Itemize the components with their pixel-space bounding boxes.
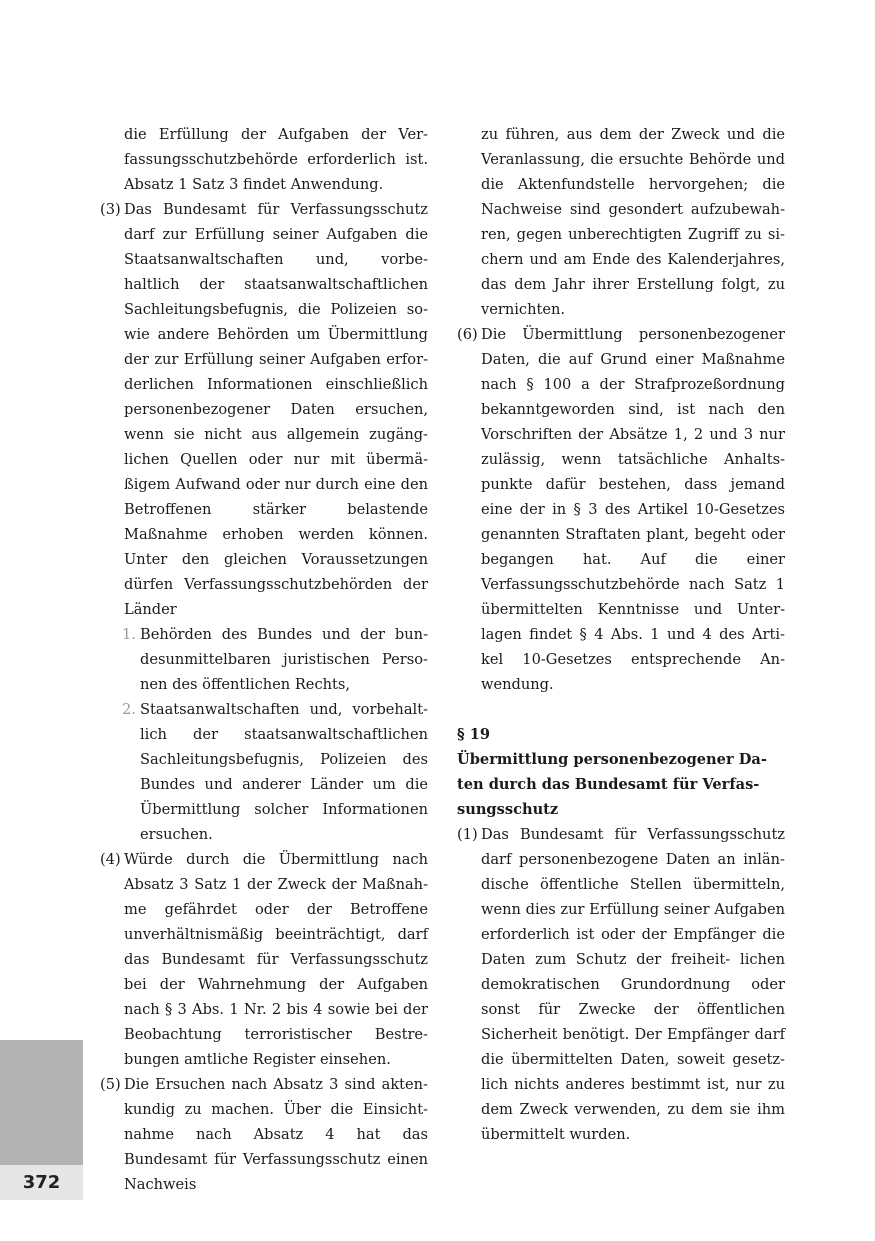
paragraph-text: Würde durch die Übermittlung nach Absatz 3 Satz 1 der Zweck der Maßnah- me gefährdet oder der Betroffene unverhältnismäßig beeinträchtigt, darf das Bundesamt für Verfassungsschutz bei der Wahrnehmung der Aufgaben nach § 3 Abs. 1 Nr. 2 bis 4 sowie bei der Beobachtung terroristischer Bestre- bungen amtliche Register einsehen. xyxy=(124,851,428,1068)
paragraph-number: (1) xyxy=(457,826,478,843)
section-title: Übermittlung personenbezogener Da- ten durch das Bundesamt für Verfas- sungsschutz xyxy=(457,751,767,818)
paragraph-continuation: die Erfüllung der Aufgaben der Ver- fassungsschutzbehörde erforderlich ist. Absatz 1 Satz 3 findet Anwendung. xyxy=(124,126,428,193)
page-number-box xyxy=(0,1165,83,1200)
paragraph-number: (6) xyxy=(457,326,478,343)
right-column xyxy=(457,122,785,1147)
list-item xyxy=(100,622,428,697)
page-number: 372 xyxy=(22,1172,61,1193)
paragraph-text: Die Ersuchen nach Absatz 3 sind akten- kundig zu machen. Über die Einsicht- nahme nach Absatz 4 hat das Bundesamt für Verfassungsschutz einen Nachweis xyxy=(124,1076,428,1193)
spacer xyxy=(457,697,785,722)
list-item xyxy=(100,697,428,847)
side-tab-marker xyxy=(0,1040,83,1165)
paragraph-number: (4) xyxy=(100,851,121,868)
list-item-text: Staatsanwaltschaften und, vorbehalt- lich der staatsanwaltschaftlichen Sachleitungsbefugnis, Polizeien des Bundes und anderer Länder um die Übermittlung solcher Informationen ersuchen. xyxy=(140,701,428,843)
paragraph-number: (3) xyxy=(100,201,121,218)
paragraph-number: (5) xyxy=(100,1076,121,1093)
section-number: § 19 xyxy=(457,726,491,743)
paragraph-4 xyxy=(100,847,428,1072)
paragraph-1 xyxy=(457,822,785,1147)
paragraph-5-continuation: zu führen, aus dem der Zweck und die Veranlassung, die ersuchte Behörde und die Aktenfundstelle hervorgehen; die Nachweise sind gesondert aufzubewah- ren, gegen unberechtigten Zugriff zu si- chern und am Ende des Kalenderjahres, das dem Jahr ihrer Erstellung folgt, zu vernichten. xyxy=(481,126,785,318)
paragraph-6 xyxy=(457,322,785,697)
list-item-text: Behörden des Bundes und der bun- desunmittelbaren juristischen Perso- nen des öffentlichen Rechts, xyxy=(140,626,428,693)
paragraph-3 xyxy=(100,197,428,622)
list-item-number: 2. xyxy=(122,701,136,718)
paragraph-text: Die Übermittlung personenbezogener Daten, die auf Grund einer Maßnahme nach § 100 a der Strafprozeßordnung bekanntgeworden sind, ist nach den Vorschriften der Absätze 1, 2 und 3 nur zulässig, wenn tatsächliche Anhalts- punkte dafür bestehen, dass jemand eine der in § 3 des Artikel 10-Gesetzes genannten Straftaten plant, begeht oder begangen hat. Auf die einer Verfassungsschutzbehörde nach Satz 1 übermittelten Kenntnisse und Unter- lagen findet § 4 Abs. 1 und 4 des Arti- kel 10-Gesetzes entsprechende An- wendung. xyxy=(481,326,785,693)
paragraph-5 xyxy=(100,1072,428,1197)
list-item-number: 1. xyxy=(122,626,136,643)
paragraph-text: Das Bundesamt für Verfassungsschutz darf zur Erfüllung seiner Aufgaben die Staatsanwaltschaften und, vorbe- haltlich der staatsanwaltschaftlichen Sachleitungsbefugnis, die Polizeien so- wie andere Behörden um Übermittlung der zur Erfüllung seiner Aufgaben erfor- derlichen Informationen einschließlich personenbezogener Daten ersuchen, wenn sie nicht aus allgemein zugäng- lichen Quellen oder nur mit übermä- ßigem Aufwand oder nur durch eine den Betroffenen stärker belastende Maßnahme erhoben werden können. Unter den gleichen Voraussetzungen dürfen Verfassungsschutzbehörden der Länder xyxy=(124,201,428,618)
paragraph-text: Das Bundesamt für Verfassungsschutz darf personenbezogene Daten an inlän- dische öffentliche Stellen übermitteln, wenn dies zur Erfüllung seiner Aufgaben erforderlich ist oder der Empfänger die Daten zum Schutz der freiheit- lichen demokratischen Grundordnung oder sonst für Zwecke der öffentlichen Sicherheit benötigt. Der Empfänger darf die übermittelten Daten, soweit gesetz- lich nichts anderes bestimmt ist, nur zu dem Zweck verwenden, zu dem sie ihm übermittelt wurden. xyxy=(481,826,785,1143)
left-column xyxy=(100,122,428,1197)
